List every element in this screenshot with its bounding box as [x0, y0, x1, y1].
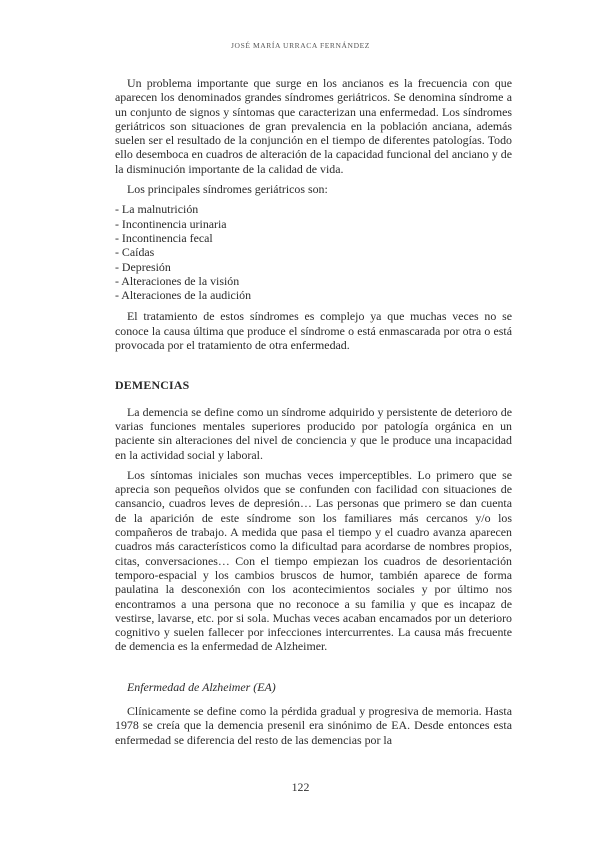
subsection-heading-alzheimer: Enfermedad de Alzheimer (EA)	[127, 679, 276, 694]
list-item: - Incontinencia fecal	[115, 230, 213, 245]
list-item: - Alteraciones de la visión	[115, 273, 240, 288]
alzheimer-paragraph: Clínicamente se define como la pérdida gradual y progresiva de memoria. Hasta 1978 se creía que la demencia presenil era sinónimo de EA. Desde entonces esta enfermedad se diferencia del resto de las demencias por la	[115, 703, 512, 747]
list-item: - Depresión	[115, 259, 171, 274]
list-item: - Incontinencia urinaria	[115, 216, 227, 231]
dementia-definition-paragraph: La demencia se define como un síndrome adquirido y persistente de deterioro de varias funciones mentales superiores producido por patología orgánica en un paciente sin alteraciones del nivel de conciencia y que le produce una incapacidad en la actividad social y laboral.	[115, 404, 512, 462]
intro-paragraph: Un problema importante que surge en los ancianos es la frecuencia con que aparecen los denominados grandes síndromes geriátricos. Se denomina síndrome a un conjunto de signos y síntomas que caracterizan una enfermedad. Los síndromes geriátricos son situaciones de gran prevalencia en la población anciana, además suelen ser el resultado de la conjunción en el tiempo de diferentes patologías. Todo ello desemboca en cuadros de alteración de la capacidad funcional del anciano y de la disminución importante de la calidad de vida.	[115, 76, 512, 176]
treatment-paragraph: El tratamiento de estos síndromes es complejo ya que muchas veces no se conoce la causa última que produce el síndrome o está enmascarada por otra o está provocada por el tratamiento de otra enfermedad.	[115, 309, 512, 353]
section-heading-demencias: DEMENCIAS	[115, 378, 190, 393]
page-number: 122	[291, 780, 310, 794]
page-body	[115, 76, 512, 747]
running-header: JOSÉ MARÍA URRACA FERNÁNDEZ	[231, 41, 370, 50]
list-item: - La malnutrición	[115, 202, 199, 217]
list-item: - Caídas	[115, 245, 155, 260]
dementia-symptoms-paragraph: Los síntomas iniciales son muchas veces imperceptibles. Lo primero que se aprecia son pequeños olvidos que se confunden con facilidad con situaciones de cansancio, cuadros leves de depresión… Las personas que primero se dan cuenta de la aparición de este síndrome son los familiares más cercanos y/o los compañeros de trabajo. A medida que pasa el tiempo y el cuadro avanza aparecen cuadros más característicos como la dificultad para acordarse de nombres propios, citas, conversaciones… Con el tiempo empiezan los cuadros de desorientación temporo-espacial y los cambios bruscos de humor, también aparece de forma paulatina la desconexión con los acontecimientos sociales y por último nos encontramos a una persona que no reconoce a su familia y que es incapaz de vestirse, lavarse, etc. por si sola. Muchas veces acaban encamados por un deterioro cognitivo y suelen fallecer por infecciones intercurrentes. La causa más frecuente de demencia es la enfermedad de Alzheimer.	[115, 467, 512, 654]
list-item: - Alteraciones de la audición	[115, 288, 252, 303]
syndromes-list-intro: Los principales síndromes geriátricos son:	[127, 182, 328, 197]
geriatric-syndromes-list	[115, 202, 512, 302]
